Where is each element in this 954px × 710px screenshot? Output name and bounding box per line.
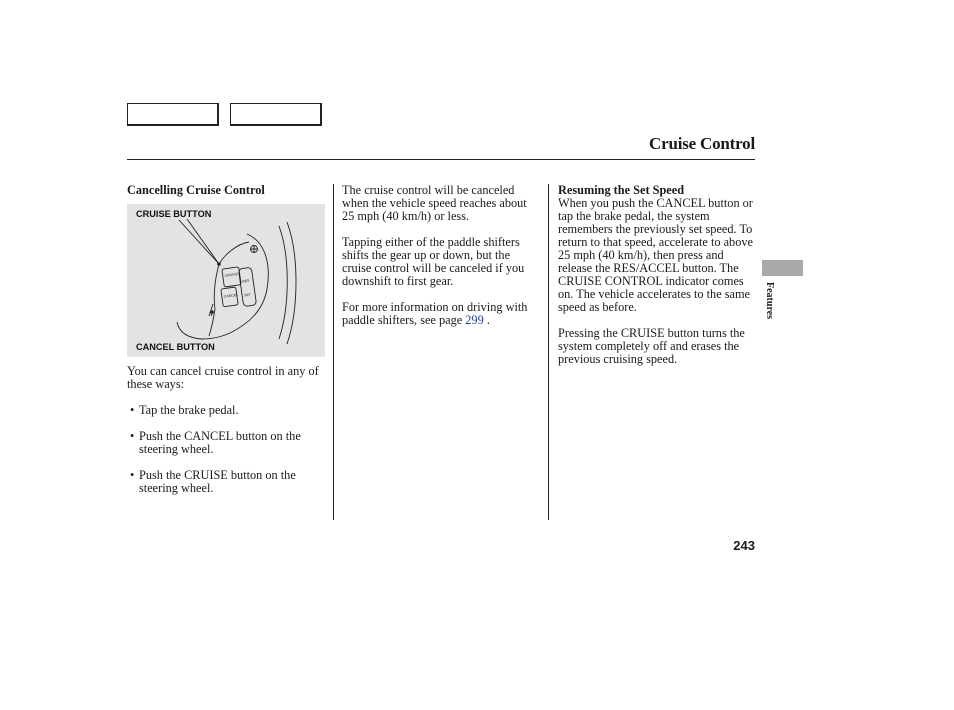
bullet-icon: •	[130, 429, 135, 443]
column-1-body	[127, 365, 327, 508]
section-heading-resuming: Resuming the Set Speed	[558, 183, 685, 197]
index-button[interactable]	[230, 103, 322, 126]
column-divider-1	[333, 184, 334, 520]
column-2-body	[342, 184, 540, 340]
figure-label-cruise: CRUISE BUTTON	[136, 209, 212, 219]
column-divider-2	[548, 184, 549, 520]
bullet-icon: •	[130, 468, 135, 482]
title-divider	[127, 159, 755, 160]
paragraph-speed-cancel: The cruise control will be canceled when the vehicle speed reaches about 25 mph (40 km/h) or less.	[342, 183, 527, 223]
section-tab-label: Features	[764, 282, 775, 320]
svg-text:CRUISE: CRUISE	[224, 272, 239, 278]
paragraph-paddle-shifters: Tapping either of the paddle shifters shifts the gear up or down, but the cruise control will be canceled if you downshift to first gear.	[342, 235, 525, 288]
cancel-methods-list	[127, 404, 327, 495]
main-menu-button[interactable]	[127, 103, 219, 126]
column-3-body	[558, 184, 756, 379]
page-link[interactable]: 299	[465, 313, 484, 327]
svg-text:SET: SET	[243, 292, 252, 298]
bullet-icon: •	[130, 403, 135, 417]
paragraph-cruise-off: Pressing the CRUISE button turns the system completely off and erases the previous cruising speed.	[558, 326, 745, 366]
figure-label-cancel: CANCEL BUTTON	[136, 342, 215, 352]
steering-wheel-illustration	[127, 204, 325, 357]
list-item: • Push the CANCEL button on the steering wheel.	[130, 429, 301, 456]
intro-paragraph: You can cancel cruise control in any of these ways:	[127, 364, 319, 391]
svg-text:CANCEL: CANCEL	[223, 292, 239, 299]
page-title: Cruise Control	[649, 134, 755, 153]
steering-wheel-figure	[127, 204, 325, 357]
svg-text:RES: RES	[241, 278, 250, 284]
section-tab-marker	[762, 260, 803, 276]
section-heading-cancelling: Cancelling Cruise Control	[127, 183, 265, 197]
paragraph-resume: When you push the CANCEL button or tap the brake pedal, the system remembers the previously set speed. To return to that speed, accelerate to above 25 mph (40 km/h), then press and release the RES/ACCEL button. The CRUISE CONTROL indicator comes on. The vehicle accelerates to the same speed as before.	[558, 196, 753, 314]
page-number: 243	[733, 538, 755, 553]
list-item: • Push the CRUISE button on the steering wheel.	[130, 468, 296, 495]
list-item: • Tap the brake pedal.	[130, 403, 239, 417]
paragraph-more-info: For more information on driving with paddle shifters, see page 299 .	[342, 300, 528, 327]
